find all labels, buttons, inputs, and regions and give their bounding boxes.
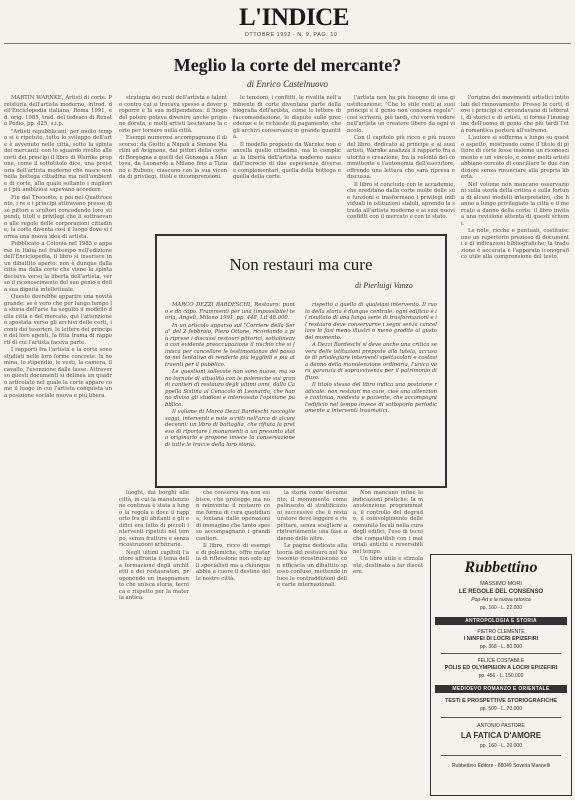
- paragraph: Il libro si conclude con le accademie, che ereditano dalla corte molte delle sue funzioni e trasformano i privilegi individuali in istituzioni stabili, aprendo la strada all'artista moderno e ai suoi nuovi conflitti con il mercato e con lo stato.: [347, 181, 455, 220]
- publisher-logo: Rubbettino: [464, 559, 538, 576]
- paragraph: MARTIN WARNKE, Artisti di corte. Preistoria dell'artista moderno, introd. dell'Enciclopedia italiana, Roma 1991, ed. orig. 1985, trad. del tedesco di Renato Pedio, pp. 425, s.i.p.: [4, 95, 112, 127]
- paragraph: In un articolo apparso sul "Corriere della Sera" del 2 febbraio, Piero Ottone, ricordando a più riprese i discussi restauri pittorici, sottolineava con evidente preoccupazione il rischio che si finisca per cancellare le testimonianze del passato nel tentativo di renderle più leggibili e più attraenti per il pubblico.: [165, 322, 295, 368]
- paragraph: Il modello proposto da Warnke non cancella quello cittadino, ma lo complica: la libertà dell'artista moderno nasce dall'incrocio di due esperienze diverse e complementari, quella della bottega e quella della corte.: [233, 141, 341, 180]
- paragraph: Esempi numerosi accompagnano il discorso: da Giotto a Napoli a Simone Martini ad Avignone, dai pittori della corte di Borgogna a quelli dei Gonzaga a Mantova, da Leonardo a Milano fino a Tiziano e Rubens, ciascuno con la sua vicenda di privilegi, titoli e incomprensioni.: [119, 135, 227, 180]
- paragraph: "Artisti repubblicani, per molto tempo si è ripetuto, tutto lo sviluppo dell'arte è avvenuto nelle città, sotto la spinta dei mercanti: con lo sguardo rivolto alle corti dei principi il libro di Warnke propone, come il sottotitolo dice, una preistoria dell'artista moderno che nasce non nella bottega cittadina ma nell'ambiente di corte, alla quale soltanto i migliori e i più ambiziosi sapevano accedere.: [4, 128, 112, 193]
- main-article-author: di Enrico Castelnuovo: [247, 79, 328, 89]
- paragraph: Le questioni sollevate non sono nuove, ma sono tornate di attualità con le polemiche sui grandi cantieri di restauro degli ultimi anni, dalla Cappella Sistina al Cenacolo di Leonardo, che hanno diviso gli studiosi e interessato l'opinione pubblica.: [165, 369, 295, 408]
- ad-book-title: POLIS ED OLYMPIEION A LOCRI EPIZEFIRI: [444, 665, 558, 671]
- ad-author: FELICE COSTABILE: [477, 658, 525, 664]
- paragraph: la storia come documento; il monumento come palinsesto di stratificazioni successive che il restauratore deve leggere e rispettare, senza scegliere arbitrariamente una fase a danno delle altre.: [277, 490, 347, 542]
- paragraph: I rapporti fra l'artista e la corte sono studiati nelle loro forme concrete: la nomina, lo stipendio, le vesti, la camera, il cavallo, l'esenzione dalle tasse. Attraverso questi documenti si delinea un quadro articolato nel quale la corte appare come il luogo in cui l'artista conquista una posizione sociale nuova e più libera.: [4, 347, 112, 399]
- lower-column-2: [196, 490, 270, 795]
- ad-book-title: LE REGOLE DEL CONSENSO: [458, 589, 544, 595]
- paragraph: Con il capitolo più ricco e più nuovo del libro, dedicato al principe e ai suoi artisti, Warnke analizza il rapporto fra autorità e creazione, fra la volontà del committente e l'autonomia dell'esecutore, offrendo una lettura che sarà ripresa e discussa.: [347, 135, 455, 180]
- paragraph: L'autore si sofferma a lungo su questo aspetto, mostrando come il titolo di pittore di corte fosse insieme un riconoscimento e un vincolo, e come molti artisti abbiano cercato di conciliare le due condizioni senza rinunciare alla propria libertà.: [461, 135, 569, 180]
- ad-book-title: I NINFEI DI LOCRI EPIZEFIRI: [463, 636, 539, 642]
- masthead-rule: [4, 43, 571, 44]
- ad-price: pp. 368 - L. 80.000: [480, 644, 522, 650]
- boxed-article-column-2: [305, 302, 437, 482]
- paragraph: Pubblicato a Colonia nel 1985 e apparso in Italia nel frattempo nell'edizione dell'Enciclopedia, il libro si inserisce in un dibattito aperto: non è dunque dalla città ma dalla corte che viene la spinta decisiva verso la libertà dell'artista, verso il riconoscimento del suo genio e della sua dignità intellettuale.: [4, 241, 112, 293]
- paragraph: rispetto a quello di qualsiasi intervento. Il ruolo della storia è dunque centrale: ogni edificio è il risultato di una lunga serie di trasformazioni e il restauro deve conservarne i segni senza cancellare le fasi meno illustri o meno gradite al gusto del momento.: [305, 302, 437, 341]
- ad-book-title: LA FATICA D'AMORE: [460, 731, 542, 740]
- paragraph: Negli ultimi capitoli l'autore affronta il tema della formazione degli architetti e dei restauratori, proponendo un insegnamento che unisca storia, tecnica e rispetto per la materia antica.: [119, 549, 189, 601]
- main-article-column-2: [119, 95, 227, 229]
- paragraph: Il libro, ricco di esempi e di polemiche, offre materia di riflessione non solo agli specialisti ma a chiunque abbia a cuore il destino delle nostre città.: [196, 543, 270, 582]
- ad-book-title: TESTI E PROSPETTIVE STORIOGRAFICHE: [444, 698, 558, 704]
- boxed-article-title: Non restauri ma cure: [229, 255, 373, 274]
- lower-column-3: [277, 490, 347, 795]
- main-article-column-5: [461, 95, 569, 550]
- ad-divider: [441, 755, 561, 756]
- paragraph: strategia dei ruoli dell'artista e talento contro cui si trovava spesso a dover proporre e la sua indipendenza: il luogo del potere poteva divenire anche prigione dorata, e molti artisti lasciavano la corte per tornare nella città.: [119, 95, 227, 134]
- ad-price: pp. 456 - L. 150.000: [478, 673, 524, 679]
- paragraph: MARCO DEZZI BARDESCHI, Restauro: punto e da capo. Frammenti per una (impossibile) teoria, Angeli, Milano 1991, pp. 448, Lit 48.000.: [165, 302, 295, 321]
- paragraph: Il volume di Marco Dezzi Bardeschi raccoglie saggi, interventi e note scritti nell'arco di alcuni decenni: un libro di battaglia, che rifiuta la pretesa di riportare i monumenti a un presunto stato originario e propone invece la conservazione di tutte le tracce della loro storia.: [165, 409, 295, 448]
- lower-column-1: [119, 490, 189, 795]
- paragraph: le tensioni, i conflitti, le rivalità nell'ambiente di corte diventano parte della biografia dell'artista, come le lettere di raccomandazione, le dispute sulle precedenze e le richieste di pagamento, che gli archivi conservano in grande quantità.: [233, 95, 341, 140]
- lower-column-4: [353, 490, 423, 795]
- main-article-column-4: [347, 95, 455, 229]
- ad-divider: [441, 653, 561, 654]
- ad-address: Rubbettino Editore - 88049 Soveria Mannelli: [451, 763, 551, 769]
- paragraph: Il titolo stesso del libro indica una posizione radicale: non restauri ma cure, cioè una attenzione continua, modesta e paziente, che accompagni l'edificio nel tempo invece di sottoporlo periodicamente a interventi traumatici.: [305, 382, 437, 414]
- masthead: [0, 0, 575, 52]
- issue-line: OTTOBRE 1992 - N. 9, PAG. 10: [244, 32, 338, 38]
- ad-price: pp. 160 - L. 22.000: [480, 605, 522, 611]
- ad-author: PIETRO CLEMENTE: [477, 629, 525, 635]
- paragraph: Fin dal Trecento, e poi nel Quattrocento, i re e i principi attiravano presso di sé pittori e scultori concedendo loro stipendi, titoli e privilegi che li sottraevano alle regole delle corporazioni cittadine; la corte diventa così il luogo dove si forma una nuova idea di artista.: [4, 194, 112, 240]
- main-article-column-1: [4, 95, 112, 795]
- paragraph: luoghi, dai borghi alle città, in cui la manutenzione continua è stata a lungo la regola e dove il rapporto fra gli abitanti e gli edifici era fatto di piccoli interventi ripetuti nel tempo, senza fratture e senza ricostruzioni arbitrarie.: [119, 490, 189, 548]
- main-article-title: Meglio la corte del mercante?: [173, 55, 402, 75]
- ad-section-band: ANTROPOLOGIA E STORIA: [435, 617, 567, 625]
- boxed-article-author: di Pierluigi Vanzo: [355, 281, 413, 290]
- paragraph: l'artista non ha più bisogno di una giustificazione: "Che lo stile resti ai suoi principi e il genio non conosca regole": così scriverà, più tardi, chi vorrà vedere nell'artista un creatore libero da ogni vincolo.: [347, 95, 455, 134]
- ad-subtitle: Pop-Art e la nuova retorica: [471, 597, 531, 603]
- paragraph: l'origine dei movimenti artistici intitolati del rinnovamento. Presso le corti, dove i principi si circondavano di letterati, di storici e di artisti, si forma l'immagine dell'uomo di genio che più tardi l'età romantica porterà all'estremo.: [461, 95, 569, 134]
- paragraph: Un libro utile e stimolante, destinato a far discutere.: [353, 556, 423, 575]
- paragraph: Nel volume non mancano osservazioni sulla storia della critica e sulla fortuna di alcuni modelli interpretativi, che hanno a lungo privilegiato la città e il mercato a danno della corte: il libro invita a una revisione attenta di questi schemi.: [461, 181, 569, 227]
- paragraph: Le note, ricche e puntuali, costituiscono un repertorio prezioso di documenti e di indicazioni bibliografiche; la traduzione è accurata e l'apparato iconografico utile alla comprensione del testo.: [461, 228, 569, 260]
- boxed-article: [155, 234, 447, 488]
- paragraph: Non mancano infine le indicazioni pratiche: la manutenzione programmata, il controllo del degrado, il coinvolgimento delle comunità locali nella cura degli edifici, l'uso di tecniche compatibili con i materiali antichi e reversibili nel tempo.: [353, 490, 423, 555]
- ad-author: MASSIMO MORI: [480, 581, 522, 587]
- main-article-column-3: [233, 95, 341, 229]
- ad-price: pp. 500 - L. 70.000: [480, 706, 522, 712]
- publisher-advertisement: [430, 554, 572, 796]
- boxed-article-column-1: [165, 302, 295, 482]
- newspaper-logo: L'INDICE: [239, 4, 349, 31]
- paragraph: Le pagine dedicate alla teoria del restauro nel Novecento ricostruiscono con efficacia un dibattito spesso confuso, mettendo in luce le contraddizioni delle carte internazionali.: [277, 543, 347, 588]
- ad-price: pp. 160 - L. 20.000: [480, 743, 522, 749]
- ad-section-band: MEDIOEVO ROMANZO E ORIENTALE: [435, 685, 567, 693]
- ad-author: ANTONIO PASTORE: [477, 723, 525, 729]
- paragraph: A Dezzi Bardeschi si deve anche una critica severa delle istituzioni preposte alla tutela, accusate di privilegiare interventi spettacolari e costosi a danno della manutenzione ordinaria, l'unica vera garanzia di sopravvivenza per il patrimonio diffuso.: [305, 342, 437, 381]
- ad-divider: [441, 717, 561, 718]
- paragraph: che conserva ma non esibisce, che protegge ma non reinventa: il restauro come forma di cura quotidiana, lontana dalle operazioni di immagine che tanto spesso accompagnano i grandi cantieri.: [196, 490, 270, 542]
- paragraph: Questo dovrebbe apparire una novità grande: se è vero che per lungo tempo la storia dell'arte ha seguito il modello della città e del mercato, qui l'attenzione è spostata verso gli archivi delle corti, i conti dei tesorieri, le lettere dei principi e dei loro agenti, la fitta trama di rapporti di cui l'artista faceva parte.: [4, 294, 112, 346]
